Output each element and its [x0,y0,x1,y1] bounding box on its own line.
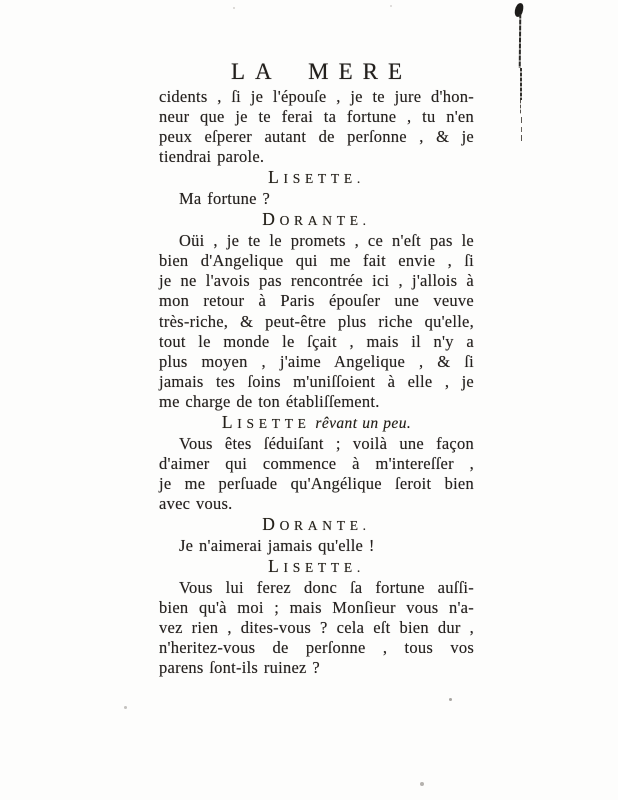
text-line: je ne l'avois pas rencontrée ici , j'allois à [159,271,474,291]
scan-speck [420,782,424,786]
text-line: n'heritez-vous de perſonne , tous vos [159,638,474,658]
speaker-heading: LISETTE. [268,556,365,577]
scan-speck [124,706,127,709]
text-line: plus moyen , j'aime Angelique , & ſi [159,351,474,371]
text-line: bien d'Angelique qui me fait envie , ſi [159,251,474,271]
scan-speck [449,698,452,701]
stage-direction: rêvant un peu. [310,414,412,432]
text-line: tiendrai parole. [159,147,265,167]
ink-streak-segment [519,14,522,68]
scan-speck [390,5,392,7]
ink-streak-dash [521,117,522,123]
text-line: mon retour à Paris épouſer une veuve [159,291,474,311]
text-block [159,59,474,678]
text-line: bien qu'à moi ; mais Monſieur vous n'a- [159,598,474,618]
text-line: avec vous. [159,493,233,513]
ink-streak-segment [520,100,521,114]
text-line: vez rien , dites-vous ? cela eſt bien dur , [159,618,474,638]
speaker-heading: LISETTE. [268,167,365,188]
speaker-heading: DORANTE. [262,513,371,534]
text-line: cidents , ſi je l'épouſe , je te jure d'hon- [159,87,474,106]
speaker-heading-with-direction [159,412,474,434]
speaker-heading: DORANTE. [262,209,371,230]
text-line: Vous êtes ſéduiſant ; voilà une façon [179,433,474,453]
text-line: très-riche, & peut-être plus riche qu'elle, [159,311,474,331]
speaker-name: LISETTE [221,411,311,432]
ink-streak-dash [521,127,522,132]
text-line: neur que je te ferai ta fortune , tu n'en [159,107,474,127]
ink-streak-segment [520,68,522,100]
text-line: tout le monde le ſçait , mais il n'y a [159,331,474,351]
text-lines [159,87,474,678]
text-line: Oüi , je te le promets , ce n'eſt pas le [179,231,474,251]
running-header: LA MERE [230,59,413,84]
text-line: Je n'aimerai jamais qu'elle ! [179,536,375,556]
text-line: me charge de ton établiſſement. [159,391,380,411]
ink-streak-dash [521,135,522,141]
text-line: Ma fortune ? [179,189,271,209]
text-line: parens ſont-ils ruinez ? [159,658,320,678]
text-line: d'aimer qui commence à m'intereſſer , [159,453,474,473]
text-line: je me perſuade qu'Angélique ſeroit bien [159,473,474,493]
text-line: jamais tes ſoins m'uniſſoient à elle , je [159,371,474,391]
scan-speck [233,7,235,9]
text-line: peux eſperer autant de perſonne , & je [159,127,474,147]
text-line: Vous lui ferez donc ſa fortune auſſi- [179,578,474,598]
